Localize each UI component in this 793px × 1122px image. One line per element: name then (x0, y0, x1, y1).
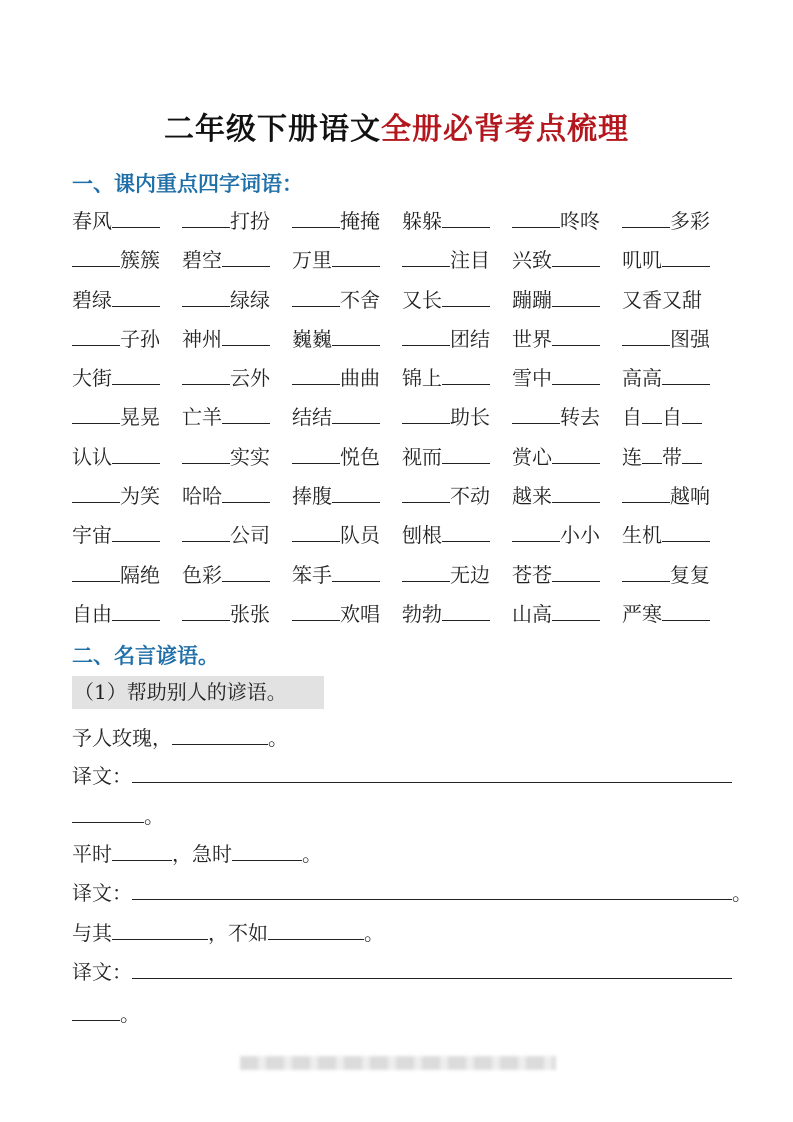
word-item (292, 477, 402, 516)
translation-3-label: 译文： (72, 960, 132, 984)
word-blank[interactable] (222, 325, 270, 346)
proverb-2-a: 平时 (72, 842, 112, 866)
word-item (622, 438, 732, 477)
word-blank[interactable] (332, 246, 380, 267)
word-item (72, 595, 182, 634)
word-text: 山高 (512, 601, 552, 626)
translation-3 (72, 956, 732, 985)
word-item (72, 241, 182, 280)
proverb-1-blank[interactable] (172, 724, 268, 745)
word-blank[interactable] (332, 403, 380, 424)
word-item (512, 398, 622, 437)
word-item (512, 241, 622, 280)
word-blank[interactable] (662, 246, 710, 267)
word-blank[interactable] (552, 246, 600, 267)
word-blank[interactable] (72, 325, 120, 346)
subheading: （1）帮助别人的谚语。 (72, 676, 324, 709)
translation-1 (72, 760, 732, 789)
word-text: 自由 (72, 601, 112, 626)
word-text: 实实 (230, 444, 270, 469)
word-item (72, 556, 182, 595)
word-text: 越来 (512, 484, 552, 509)
title-black: 二年级下册语文 (164, 112, 381, 147)
word-item (72, 398, 182, 437)
word-blank[interactable] (182, 443, 230, 464)
translation-2 (72, 877, 752, 906)
word-blank[interactable] (622, 482, 670, 503)
translation-3-end: 。 (120, 1002, 140, 1026)
word-blank[interactable] (402, 325, 450, 346)
word-blank[interactable] (622, 561, 670, 582)
word-text: 严寒 (622, 601, 662, 626)
word-text: 生机 (622, 523, 662, 548)
word-blank[interactable] (442, 443, 490, 464)
word-text: 叽叽 (622, 248, 662, 273)
word-text: 复复 (670, 562, 710, 587)
word-text: 带 (662, 444, 682, 469)
word-text: 神州 (182, 326, 222, 351)
proverb-3-blank-1[interactable] (112, 919, 208, 940)
word-item (622, 595, 732, 634)
word-text: 绿绿 (230, 287, 270, 312)
word-item (512, 202, 622, 241)
word-blank[interactable] (552, 561, 600, 582)
word-item (182, 281, 292, 320)
proverb-2-end: 。 (302, 842, 322, 866)
word-item (292, 595, 402, 634)
word-text: 曲曲 (340, 366, 380, 391)
word-blank[interactable] (292, 443, 340, 464)
word-text: 碧绿 (72, 287, 112, 312)
proverb-2-blank-2[interactable] (232, 840, 302, 861)
word-blank[interactable] (552, 325, 600, 346)
word-item (72, 438, 182, 477)
word-text: 连 (622, 444, 642, 469)
word-item (402, 320, 512, 359)
word-text: 碧空 (182, 248, 222, 273)
word-text: 兴致 (512, 248, 552, 273)
word-item (402, 556, 512, 595)
word-item (512, 359, 622, 398)
section1-heading: 一、课内重点四字词语： (72, 172, 303, 196)
word-item (402, 398, 512, 437)
word-item (402, 438, 512, 477)
word-text: 打扮 (230, 209, 270, 233)
translation-2-blank[interactable] (132, 879, 732, 900)
word-text: 注目 (450, 248, 490, 273)
translation-3-blank-cont[interactable] (72, 1000, 120, 1021)
word-text: 万里 (292, 248, 332, 273)
word-blank[interactable] (72, 561, 120, 582)
word-text: 云外 (230, 366, 270, 391)
word-item (402, 595, 512, 634)
word-item (512, 477, 622, 516)
word-text: 队员 (340, 523, 380, 548)
word-text: 簇簇 (120, 248, 160, 273)
word-text: 悦色 (340, 444, 380, 469)
word-item (622, 320, 732, 359)
word-blank[interactable] (442, 286, 490, 307)
word-text: 子孙 (120, 326, 160, 351)
proverb-3-b: ，不如 (208, 921, 268, 945)
word-blank[interactable] (442, 207, 490, 228)
word-text: 公司 (230, 523, 270, 548)
word-item (622, 202, 732, 241)
proverb-3-a: 与其 (72, 921, 112, 945)
word-item (402, 477, 512, 516)
word-blank[interactable] (642, 403, 662, 424)
word-item (292, 241, 402, 280)
translation-1-label: 译文： (72, 764, 132, 788)
word-item (182, 556, 292, 595)
word-item (182, 477, 292, 516)
word-blank[interactable] (332, 325, 380, 346)
word-blank[interactable] (682, 443, 702, 464)
word-text: 哈哈 (182, 484, 222, 509)
word-text: 宇宙 (72, 523, 112, 548)
word-item (182, 202, 292, 241)
word-text: 欢唱 (340, 601, 380, 626)
word-text: 锦上 (402, 366, 442, 391)
word-text: 无边 (450, 562, 490, 587)
word-text: 晃晃 (120, 405, 160, 430)
word-item (72, 477, 182, 516)
proverb-3-end: 。 (364, 921, 384, 945)
word-blank[interactable] (182, 364, 230, 385)
word-item (512, 556, 622, 595)
proverb-2-blank-1[interactable] (112, 840, 172, 861)
word-item (402, 516, 512, 555)
word-blank[interactable] (222, 482, 270, 503)
word-text: 笨手 (292, 562, 332, 587)
word-text: 巍巍 (292, 326, 332, 351)
translation-2-end: 。 (732, 881, 752, 905)
word-text: 蹦蹦 (512, 287, 552, 312)
word-item (292, 556, 402, 595)
word-blank[interactable] (182, 600, 230, 621)
word-item (182, 398, 292, 437)
translation-2-label: 译文： (72, 881, 132, 905)
translation-1-end: 。 (144, 804, 164, 828)
proverb-1 (72, 722, 288, 751)
section2-heading: 二、名言谚语。 (72, 644, 219, 668)
word-item (292, 320, 402, 359)
word-item (292, 398, 402, 437)
word-item (512, 595, 622, 634)
word-item (512, 320, 622, 359)
word-item (292, 202, 402, 241)
proverb-3 (72, 917, 384, 946)
word-item (622, 281, 732, 320)
word-text: 苍苍 (512, 562, 552, 587)
word-text: 团结 (450, 326, 490, 351)
word-blank[interactable] (182, 207, 230, 228)
word-blank[interactable] (182, 286, 230, 307)
word-blank[interactable] (72, 246, 120, 267)
word-blank[interactable] (292, 364, 340, 385)
word-blank[interactable] (402, 561, 450, 582)
word-blank[interactable] (112, 600, 160, 621)
word-item (512, 516, 622, 555)
word-blank[interactable] (512, 521, 560, 542)
word-blank[interactable] (292, 600, 340, 621)
word-text: 自 (662, 405, 682, 430)
word-text: 图强 (670, 326, 710, 351)
word-blank[interactable] (552, 600, 600, 621)
word-item (72, 320, 182, 359)
word-blank[interactable] (682, 403, 702, 424)
word-item (72, 359, 182, 398)
proverb-1-text: 予人玫瑰， (72, 726, 172, 750)
word-text: 掩掩 (340, 209, 380, 233)
translation-3-blank[interactable] (132, 958, 732, 979)
word-item (402, 202, 512, 241)
word-blank[interactable] (72, 403, 120, 424)
word-item (622, 516, 732, 555)
word-item (512, 438, 622, 477)
word-blank[interactable] (402, 246, 450, 267)
word-item (622, 398, 732, 437)
word-item (292, 281, 402, 320)
word-blank[interactable] (442, 600, 490, 621)
word-text: 转去 (560, 405, 600, 430)
translation-1-blank-cont[interactable] (72, 802, 144, 823)
word-text: 不动 (450, 484, 490, 509)
word-item (512, 281, 622, 320)
word-text: 结结 (292, 405, 332, 430)
proverb-2-b: ，急时 (172, 842, 232, 866)
word-blank[interactable] (112, 521, 160, 542)
word-item (622, 556, 732, 595)
word-text: 咚咚 (560, 209, 600, 233)
word-text: 又长 (402, 287, 442, 312)
word-blank[interactable] (292, 521, 340, 542)
word-blank[interactable] (182, 521, 230, 542)
word-item (182, 516, 292, 555)
word-blank[interactable] (292, 286, 340, 307)
word-blank[interactable] (222, 246, 270, 267)
translation-3-cont (72, 998, 140, 1027)
word-text: 雪中 (512, 366, 552, 391)
word-text: 视而 (402, 444, 442, 469)
word-text: 色彩 (182, 562, 222, 587)
word-text: 捧腹 (292, 484, 332, 509)
word-item (182, 359, 292, 398)
word-text: 不舍 (340, 287, 380, 312)
word-blank[interactable] (552, 482, 600, 503)
word-text: 小小 (560, 523, 600, 548)
word-blank[interactable] (662, 521, 710, 542)
word-text: 刨根 (402, 523, 442, 548)
word-blank[interactable] (442, 364, 490, 385)
word-text: 张张 (230, 601, 270, 626)
word-blank[interactable] (662, 600, 710, 621)
word-item (72, 516, 182, 555)
word-item (182, 438, 292, 477)
word-blank[interactable] (552, 443, 600, 464)
word-item (292, 516, 402, 555)
word-blank[interactable] (112, 286, 160, 307)
word-text: 认认 (72, 444, 112, 469)
word-blank[interactable] (622, 207, 670, 228)
page-title (0, 104, 793, 148)
word-item (182, 241, 292, 280)
word-blank[interactable] (112, 443, 160, 464)
word-item (292, 359, 402, 398)
word-item (292, 438, 402, 477)
word-item (622, 359, 732, 398)
word-text: 春风 (72, 209, 112, 233)
word-blank[interactable] (552, 286, 600, 307)
word-blank[interactable] (662, 364, 710, 385)
word-blank[interactable] (402, 482, 450, 503)
word-blank[interactable] (622, 325, 670, 346)
title-red: 全册必背考点梳理 (381, 112, 629, 147)
word-text: 高高 (622, 366, 662, 391)
proverb-3-blank-2[interactable] (268, 919, 364, 940)
word-text: 为笑 (120, 484, 160, 509)
word-blank[interactable] (112, 364, 160, 385)
word-blank[interactable] (512, 403, 560, 424)
word-blank[interactable] (332, 561, 380, 582)
word-text: 隔绝 (120, 562, 160, 587)
translation-1-blank[interactable] (132, 762, 732, 783)
word-blank[interactable] (332, 482, 380, 503)
proverb-1-end: 。 (268, 726, 288, 750)
word-text: 助长 (450, 405, 490, 430)
word-text: 又香又甜 (622, 287, 702, 312)
word-text: 躲躲 (402, 209, 442, 233)
word-item (182, 595, 292, 634)
word-item (402, 359, 512, 398)
word-text: 多彩 (670, 209, 710, 233)
word-text: 世界 (512, 326, 552, 351)
word-item (72, 202, 182, 241)
word-item (622, 477, 732, 516)
word-item (182, 320, 292, 359)
word-item (622, 241, 732, 280)
word-text: 越响 (670, 484, 710, 509)
word-blank[interactable] (442, 521, 490, 542)
word-item (402, 241, 512, 280)
translation-1-cont (72, 800, 164, 829)
blurred-footer-watermark (240, 1056, 556, 1070)
word-blank[interactable] (512, 207, 560, 228)
word-blank[interactable] (402, 403, 450, 424)
word-blank[interactable] (222, 403, 270, 424)
word-blank[interactable] (222, 561, 270, 582)
word-blank[interactable] (292, 207, 340, 228)
word-blank[interactable] (552, 364, 600, 385)
word-blank[interactable] (642, 443, 662, 464)
word-text: 自 (622, 405, 642, 430)
word-text: 亡羊 (182, 405, 222, 430)
word-blank[interactable] (72, 482, 120, 503)
word-grid (72, 202, 732, 634)
proverb-2 (72, 838, 322, 867)
word-text: 勃勃 (402, 601, 442, 626)
word-text: 大街 (72, 366, 112, 391)
word-item (402, 281, 512, 320)
word-blank[interactable] (112, 207, 160, 228)
word-item (72, 281, 182, 320)
word-text: 赏心 (512, 444, 552, 469)
